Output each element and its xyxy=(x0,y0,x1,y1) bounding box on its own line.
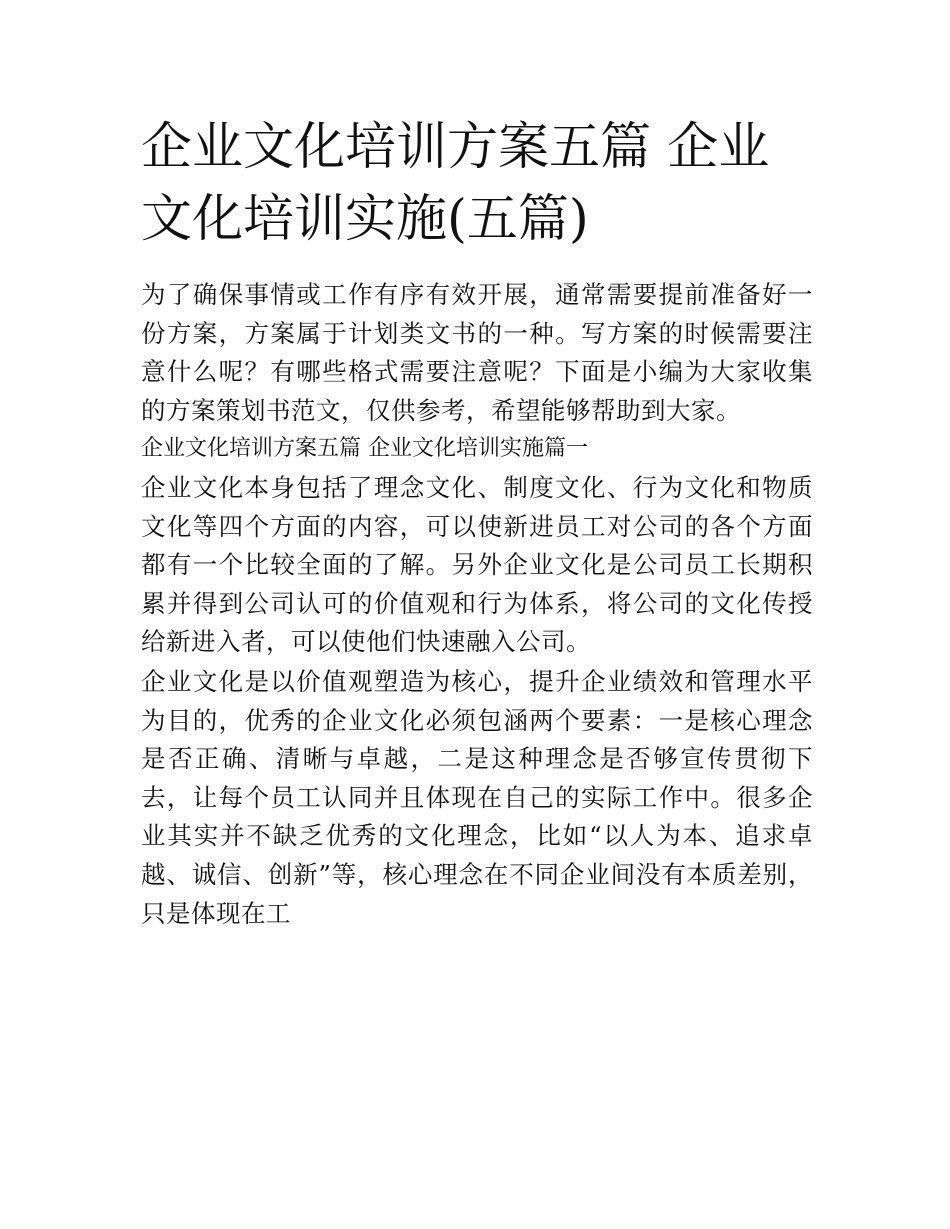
body-paragraph: 企业文化是以价值观塑造为核心，提升企业绩效和管理水平为目的，优秀的企业文化必须包涵两个要素：一是核心理念是否正确、清晰与卓越，二是这种理念是否够宣传贯彻下去，让每个员工认同并且体现在自己的实际工作中。很多企业其实并不缺乏优秀的文化理念，比如“以人为本、追求卓越、诚信、创新”等，核心理念在不同企业间没有本质差别，只是体现在工 xyxy=(141,666,813,928)
document-body xyxy=(141,112,813,933)
body-paragraph: 企业文化本身包括了理念文化、制度文化、行为文化和物质文化等四个方面的内容，可以使新进员工对公司的各个方面都有一个比较全面的了解。另外企业文化是公司员工长期积累并得到公司认可的价值观和行为体系，将公司的文化传授给新进入者，可以使他们快速融入公司。 xyxy=(141,472,813,657)
section-heading: 企业文化培训方案五篇 企业文化培训实施篇一 xyxy=(141,436,588,462)
intro-paragraph: 为了确保事情或工作有序有效开展，通常需要提前准备好一份方案，方案属于计划类文书的一种。写方案的时候需要注意什么呢？有哪些格式需要注意呢？下面是小编为大家收集的方案策划书范文，仅供参考，希望能够帮助到大家。 xyxy=(141,280,813,425)
document-title: 企业文化培训方案五篇 企业文化培训实施(五篇) xyxy=(141,118,770,249)
